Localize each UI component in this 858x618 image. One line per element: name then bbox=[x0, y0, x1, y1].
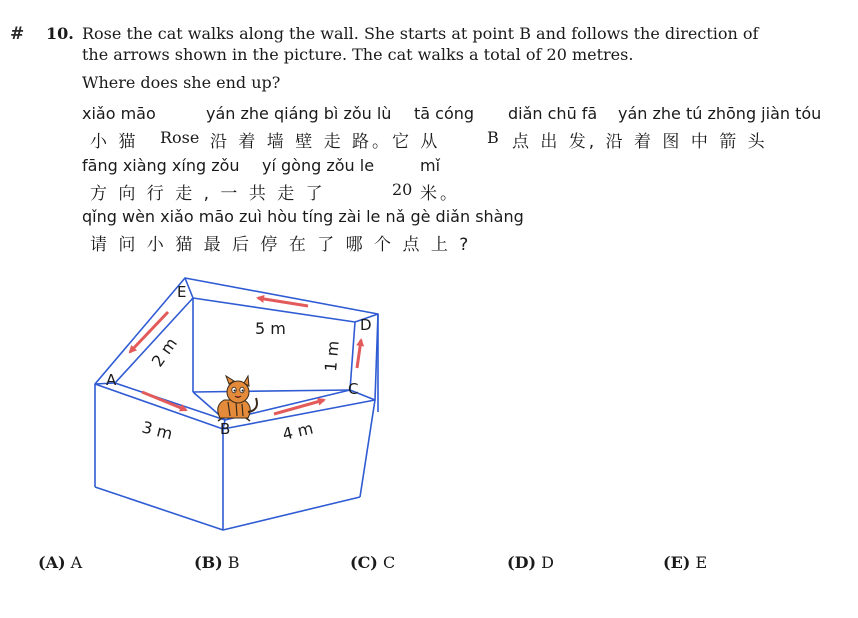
option-b[interactable]: (B) B bbox=[194, 553, 240, 572]
hanzi-2a: 方 向 行 走 , 一 共 走 了 bbox=[90, 184, 326, 204]
hanzi-1c: 点 出 发, 沿 着 图 中 箭 头 bbox=[512, 132, 768, 152]
pinyin-2-3: mǐ bbox=[420, 156, 441, 175]
point-c-label: C bbox=[348, 380, 359, 398]
arrow-a-to-b bbox=[142, 392, 186, 410]
arrow-c-to-d bbox=[357, 340, 361, 368]
hanzi-num20: 20 bbox=[392, 180, 413, 199]
hanzi-3: 请 问 小 猫 最 后 停 在 了 哪 个 点 上 ? bbox=[90, 235, 472, 255]
hanzi-1b: 沿 着 墙 壁 走 路。它 从 bbox=[210, 132, 441, 152]
hanzi-rose: Rose bbox=[160, 128, 200, 147]
pinyin-3: qǐng wèn xiǎo māo zuì hòu tíng zài le nǎ gè diǎn shàng bbox=[82, 207, 524, 226]
point-b-label: B bbox=[220, 420, 231, 438]
length-bc: 4 m bbox=[280, 418, 315, 444]
hanzi-1a: 小 猫 bbox=[90, 132, 139, 152]
pinyin-1-3: tā cóng bbox=[414, 104, 475, 123]
pinyin-1-4: diǎn chū fā bbox=[508, 104, 598, 123]
length-ed: 5 m bbox=[255, 319, 286, 338]
length-ab: 3 m bbox=[140, 417, 175, 444]
hanzi-2b: 米。 bbox=[420, 184, 460, 204]
point-e-label: E bbox=[177, 283, 187, 301]
question-marker: # bbox=[10, 24, 25, 44]
length-ea: 2 m bbox=[147, 334, 181, 371]
question-text-line-1: Rose the cat walks along the wall. She starts at point B and follows the direction of bbox=[82, 24, 759, 43]
option-a[interactable]: (A) A bbox=[38, 553, 83, 572]
option-d[interactable]: (D) D bbox=[507, 553, 554, 572]
option-e[interactable]: (E) E bbox=[663, 553, 708, 572]
bottom-edges bbox=[95, 487, 360, 530]
hanzi-letter-b: B bbox=[487, 128, 499, 147]
wall-diagram bbox=[80, 262, 400, 542]
question-text-line-3: Where does she end up? bbox=[82, 73, 281, 92]
pinyin-1-2: yán zhe qiáng bì zǒu lù bbox=[206, 104, 392, 123]
pinyin-1-1: xiǎo māo bbox=[82, 104, 156, 123]
point-d-label: D bbox=[360, 316, 372, 334]
pinyin-1-5: yán zhe tú zhōng jiàn tóu bbox=[618, 104, 822, 123]
length-dc: 1 m bbox=[321, 339, 343, 373]
question-text-line-2: the arrows shown in the picture. The cat walks a total of 20 metres. bbox=[82, 45, 634, 64]
question-number: 10. bbox=[46, 24, 74, 43]
pinyin-2-1: fāng xiàng xíng zǒu bbox=[82, 156, 240, 175]
pinyin-2-2: yí gòng zǒu le bbox=[262, 156, 375, 175]
option-c[interactable]: (C) C bbox=[350, 553, 396, 572]
point-a-label: A bbox=[106, 371, 117, 389]
